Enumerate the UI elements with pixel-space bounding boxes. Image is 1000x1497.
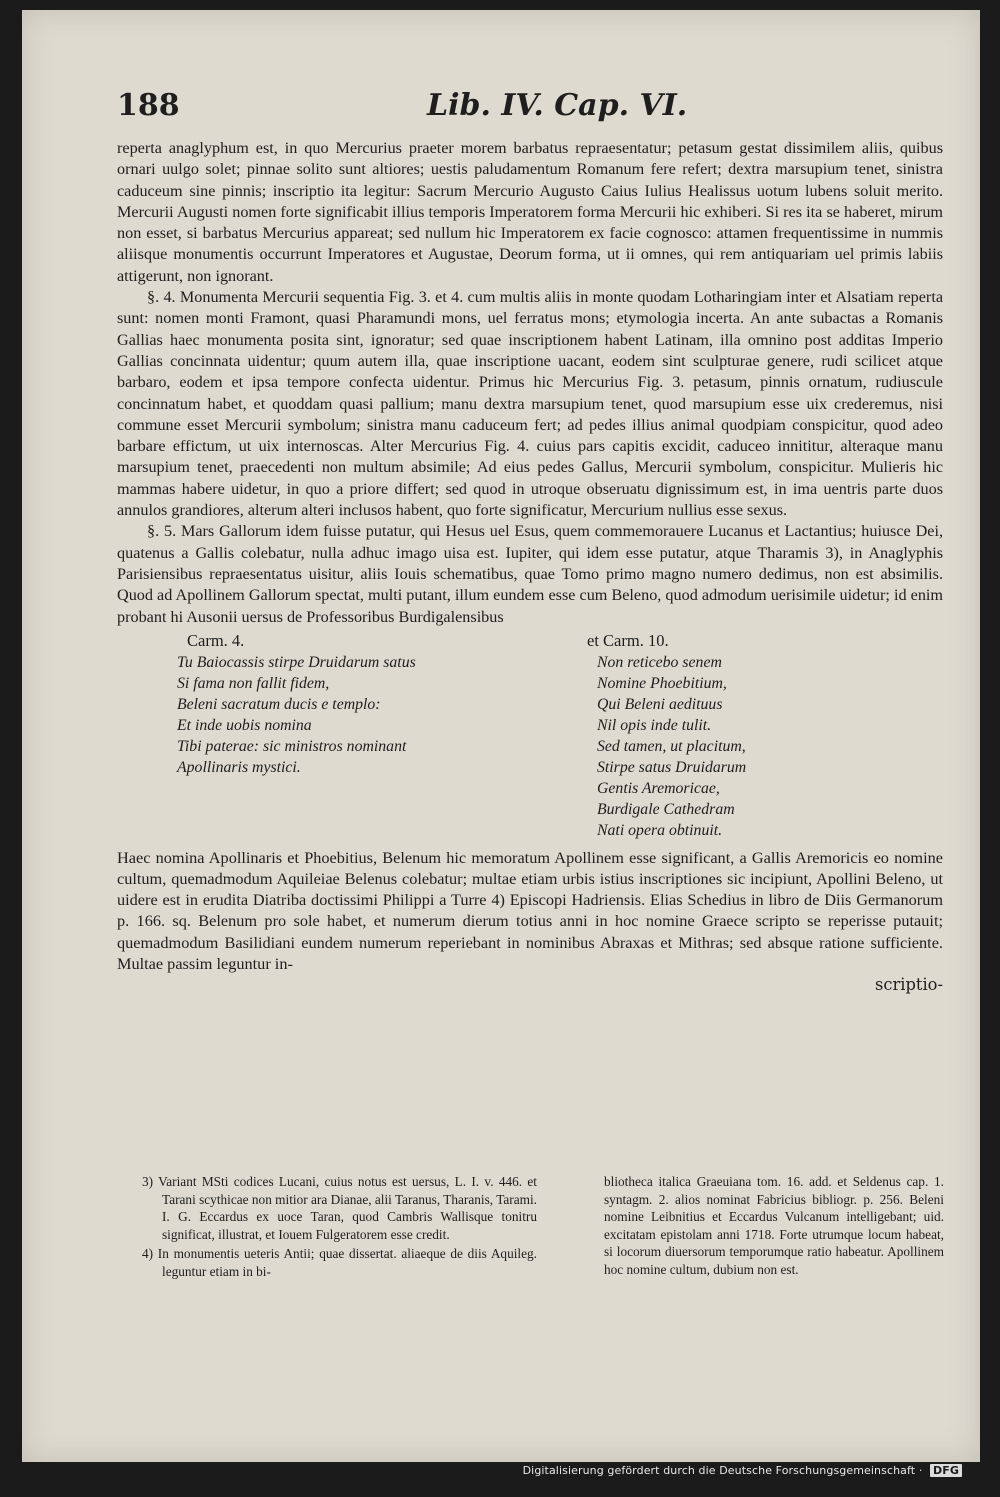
footnote-4: 4) In monumentis ueteris Antii; quae dissertat. aliaeque de diis Aquileg. leguntur etiam in bi- [142,1246,537,1279]
book-page [22,10,980,1462]
verse-line: Nil opis inde tulit. [597,716,712,734]
verse-line: Sed tamen, ut placitum, [597,737,746,755]
closing-section [117,847,943,995]
poem-left [177,630,416,778]
verse-line: Et inde uobis nomina [177,716,312,734]
poem-right-heading: et Carm. 10. [587,630,669,650]
digitization-credit: Digitalisierung gefördert durch die Deutsche Forschungsgemeinschaft · DFG [523,1464,962,1477]
verse-line: Apollinaris mystici. [177,758,301,776]
catchword: scriptio- [875,975,943,995]
page-header [117,88,940,132]
verse-line: Qui Beleni aedituus [597,695,723,713]
paragraph-3: §. 5. Mars Gallorum idem fuisse putatur, qui Hesus uel Esus, quem commemorauere Lucanus et Lactantius; huiusce Dei, quatenus a Gallis colebatur, nulla adhuc imago uisa est. Iupiter, qui idem esse putatur, atque Tharamis 3), in Anaglyphis Parisiensibus repraesentatus uisitur, aliis Iouis schematibus, quae Tomo primo magno numero dedimus, non est absimilis. Quod ad Apollinem Gallorum spectat, multi putant, illum eundem esse cum Beleno, quod admodum uerisimile uidetur; id enim probant hi Ausonii uersus de Professoribus Burdigalensibus [117,522,943,626]
verse-line: Gentis Aremoricae, [597,779,720,797]
poem-right [587,630,746,841]
poem-quotations [117,630,943,845]
dfg-logo: DFG [930,1464,962,1477]
poem-left-heading: Carm. 4. [187,630,245,650]
verse-line: Nati opera obtinuit. [597,821,723,839]
verse-line: Tu Baiocassis stirpe Druidarum satus [177,653,416,671]
verse-line: Nomine Phoebitium, [597,674,727,692]
footnote-3: 3) Variant MSti codices Lucani, cuius notus est uersus, L. I. v. 446. et Tarani scythicae non mitior ara Dianae, alii Taranus, Tharanis, Tarami. I. G. Eccardus ex uoce Taran, quod Cambris Wallisque tonitru significat, illustrat, et Iouem Fulgeratorem esse credit. [142,1174,537,1242]
verse-line: Burdigale Cathedram [597,800,735,818]
verse-line: Beleni sacratum ducis e templo: [177,695,381,713]
footnote-continuation: bliotheca italica Graeuiana tom. 16. add. et Seldenus cap. 1. syntagm. 2. alios nominat Fabricius bibliogr. p. 256. Beleni nomine Leibnitius et Eccardus Vulcanum intelligebant; uid. excitatam epistolam anni 1718. Forte utrumque locum habeat, si locorum diuersorum temporumque ratio habeatur. Apollinem hoc nomine cultum, dubium non est. [604,1174,944,1277]
main-text [117,138,943,995]
verse-line: Si fama non fallit fidem, [177,674,330,692]
credit-text: Digitalisierung gefördert durch die Deutsche Forschungsgemeinschaft [522,1464,916,1477]
paragraph-1: reperta anaglyphum est, in quo Mercurius praeter morem barbatus repraesentatur; petasum gestat dissimilem aliis, quibus ornari uulgo solet; pinnae solito sunt altiores; uestis paludamentum Romanum fere refert; dextra marsupium tenet, sinistra caduceum sine pinnis; inscriptio ita legitur: Sacrum Mercurio Augusto Caius Iulius Healissus uotum lubens soluit merito. Mercurii Augusti nomen forte significabit illius temporis Imperatorem forma Mercurii hic exhiberi. Si res ita se haberet, mirum non esset, si barbatus Mercurius appareat; sed nullum hic Imperatorem ex facie cognosco: attamen frequentissime in nummis aliisque monumentis occurrunt Imperatores et Augustae, Deorum forma, ut ii omnes, qui rem antiquariam uel primis labiis attigerunt, non ignorant. [117,139,943,285]
page-number: 188 [117,88,180,123]
paragraph-2: §. 4. Monumenta Mercurii sequentia Fig. 3. et 4. cum multis aliis in monte quodam Lotharingiam inter et Alsatiam reperta sunt: nomen monti Framont, quasi Pharamundi mons, uel ferratus mons; etymologia incerta. An ante subactas a Romanis Gallias haec monumenta posita sint, ignoratur; sed quae inscriptionem habent Latinam, illa omnino post additas Imperio Gallias concinnata uidentur; quum autem illa, quae inscriptione uacant, eodem sint sculpturae genere, rudi scilicet atque barbaro, eodem et ipsa tempore confecta uidentur. Primus hic Mercurius Fig. 3. petasum, pinnis ornatum, rudiuscule concinnatum habet, et quoddam quasi pallium; manu dextra marsupium tenet, quod marsupium esse uix crederemus, nisi commune esset Mercurii symbolum; sinistra manu caduceum fert; ad pedes illius animal quodpiam conspicitur, quod adeo barbare effictum, ut uix internoscas. Alter Mercurius Fig. 4. cuius pars capitis excidit, caduceo innititur, alteraque manu marsupium tenet, praecedenti non multum absimile; Ad eius pedes Gallus, Mercurii symbolum, conspicitur. Mulieris hic mammas habere uidetur, in quo a priore differt; sed quod in utroque obseruatu dignissimum est, in ima uentris parte duos annulos grandiores, alterum alteri inclusos habent, quo forte significatur, Mercurium nullius esse sexus. [117,288,943,520]
running-title: Lib. IV. Cap. VI. [427,88,688,123]
footnote-column-left [142,1173,537,1283]
paragraph-4: Haec nomina Apollinaris et Phoebitius, Belenum hic memoratum Apollinem esse significant, a Gallis Aremoricis eo nomine cultum, quemadmodum Aquileiae Belenus colebatur; multae etiam urbis istius inscriptiones sic incipiunt, Apollini Beleno, ut uidere est in erudita Diatriba doctissimi Philippi a Turre 4) Episcopi Hadriensis. Elias Schedius in libro de Diis Germanorum p. 166. sq. Belenum pro sole habet, et numerum dierum totius anni in hoc nomine Graece scripto se reperisse putauit; quemadmodum Basilidiani eundem numerum reperiebant in nominibus Abraxas et Mithras; sed absque ratione sufficiente. Multae passim leguntur in- [117,847,943,973]
verse-line: Tibi paterae: sic ministros nominant [177,737,407,755]
footnote-column-right [604,1173,944,1281]
verse-line: Stirpe satus Druidarum [597,758,747,776]
verse-line: Non reticebo senem [597,653,722,671]
